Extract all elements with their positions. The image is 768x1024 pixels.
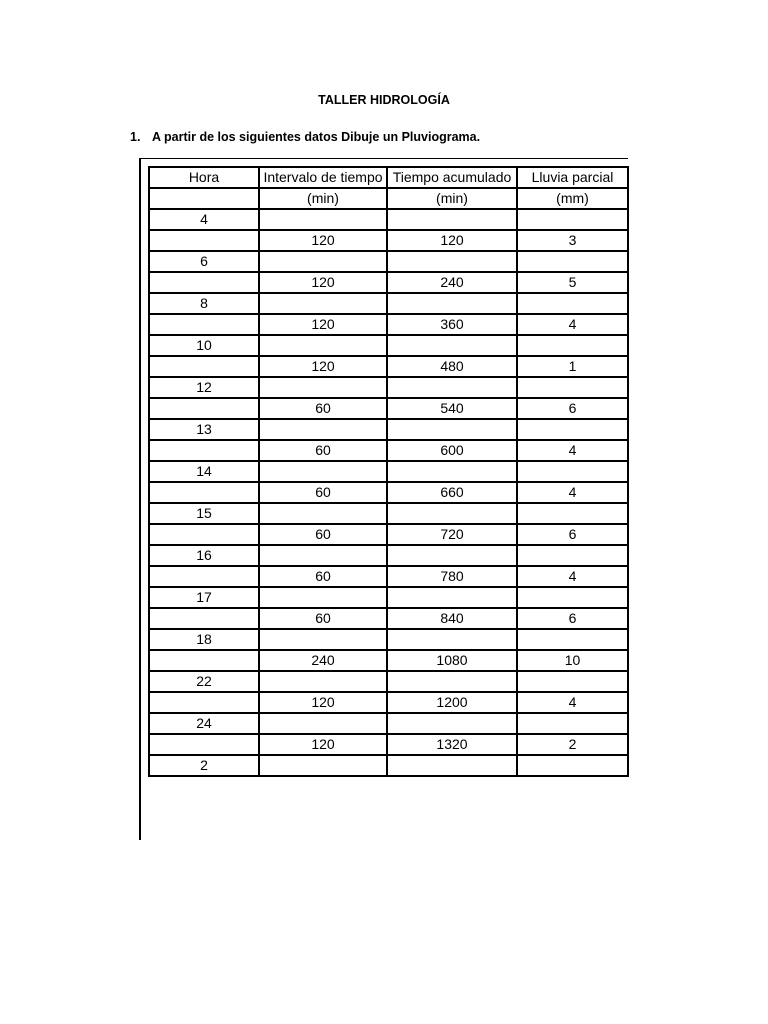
cell-tiempo-acumulado: 1320	[387, 734, 517, 755]
cell-hora: 8	[149, 293, 259, 314]
table-row	[149, 587, 628, 608]
cell-intervalo: 60	[259, 524, 387, 545]
cell-tiempo-acumulado	[387, 503, 517, 524]
cell-lluvia-parcial	[517, 251, 628, 272]
cell-lluvia-parcial	[517, 335, 628, 356]
cell-tiempo-acumulado: 780	[387, 566, 517, 587]
table-row	[149, 209, 628, 230]
cell-tiempo-acumulado: 240	[387, 272, 517, 293]
cell-lluvia-parcial	[517, 587, 628, 608]
table-row	[149, 692, 628, 713]
table-row	[149, 629, 628, 650]
table-header-row	[149, 167, 628, 188]
cell-intervalo	[259, 545, 387, 566]
cell-lluvia-parcial: 4	[517, 566, 628, 587]
cell-hora: 2	[149, 755, 259, 776]
table-row	[149, 671, 628, 692]
cell-tiempo-acumulado: 600	[387, 440, 517, 461]
header-hora: Hora	[149, 167, 259, 188]
cell-hora	[149, 482, 259, 503]
cell-intervalo	[259, 755, 387, 776]
cell-lluvia-parcial: 4	[517, 692, 628, 713]
cell-intervalo	[259, 335, 387, 356]
table-units-row	[149, 188, 628, 209]
cell-intervalo	[259, 377, 387, 398]
cell-tiempo-acumulado	[387, 293, 517, 314]
cell-tiempo-acumulado	[387, 419, 517, 440]
header-lluvia-parcial: Lluvia parcial	[517, 167, 628, 188]
cell-lluvia-parcial	[517, 461, 628, 482]
cell-tiempo-acumulado: 480	[387, 356, 517, 377]
table-row	[149, 482, 628, 503]
cell-intervalo	[259, 293, 387, 314]
cell-lluvia-parcial: 6	[517, 398, 628, 419]
document-title: TALLER HIDROLOGÍA	[318, 93, 450, 107]
cell-lluvia-parcial	[517, 377, 628, 398]
cell-intervalo	[259, 461, 387, 482]
cell-lluvia-parcial: 2	[517, 734, 628, 755]
table-row	[149, 545, 628, 566]
cell-intervalo: 60	[259, 440, 387, 461]
cell-tiempo-acumulado: 660	[387, 482, 517, 503]
cell-hora	[149, 440, 259, 461]
cell-tiempo-acumulado: 1080	[387, 650, 517, 671]
cell-intervalo: 120	[259, 230, 387, 251]
cell-intervalo: 120	[259, 734, 387, 755]
cell-hora: 6	[149, 251, 259, 272]
table-row	[149, 713, 628, 734]
cell-lluvia-parcial: 6	[517, 524, 628, 545]
cell-hora	[149, 398, 259, 419]
table-row	[149, 650, 628, 671]
table-row	[149, 251, 628, 272]
header-tiempo-acumulado: Tiempo acumulado	[387, 167, 517, 188]
cell-hora	[149, 230, 259, 251]
cell-hora: 16	[149, 545, 259, 566]
table-row	[149, 461, 628, 482]
cell-lluvia-parcial	[517, 293, 628, 314]
cell-lluvia-parcial	[517, 503, 628, 524]
cell-tiempo-acumulado	[387, 251, 517, 272]
unit-tiempo-acumulado: (min)	[387, 188, 517, 209]
unit-intervalo: (min)	[259, 188, 387, 209]
cell-lluvia-parcial	[517, 755, 628, 776]
cell-tiempo-acumulado: 1200	[387, 692, 517, 713]
cell-intervalo: 120	[259, 692, 387, 713]
cell-tiempo-acumulado: 120	[387, 230, 517, 251]
cell-intervalo: 240	[259, 650, 387, 671]
cell-tiempo-acumulado: 840	[387, 608, 517, 629]
cell-lluvia-parcial: 1	[517, 356, 628, 377]
cell-hora	[149, 650, 259, 671]
cell-hora	[149, 314, 259, 335]
table-row	[149, 293, 628, 314]
cell-hora: 15	[149, 503, 259, 524]
cell-intervalo	[259, 629, 387, 650]
cell-hora: 17	[149, 587, 259, 608]
table-row	[149, 566, 628, 587]
table-row	[149, 356, 628, 377]
cell-intervalo	[259, 209, 387, 230]
cell-tiempo-acumulado	[387, 377, 517, 398]
cell-lluvia-parcial: 5	[517, 272, 628, 293]
cell-intervalo	[259, 251, 387, 272]
cell-hora	[149, 692, 259, 713]
cell-lluvia-parcial: 4	[517, 314, 628, 335]
cell-hora: 10	[149, 335, 259, 356]
cell-intervalo: 60	[259, 566, 387, 587]
cell-hora: 14	[149, 461, 259, 482]
unit-lluvia-parcial: (mm)	[517, 188, 628, 209]
table-row	[149, 314, 628, 335]
cell-lluvia-parcial	[517, 545, 628, 566]
cell-lluvia-parcial	[517, 209, 628, 230]
cell-hora	[149, 734, 259, 755]
cell-tiempo-acumulado	[387, 209, 517, 230]
cell-hora: 13	[149, 419, 259, 440]
cell-intervalo: 60	[259, 398, 387, 419]
table-row	[149, 503, 628, 524]
cell-tiempo-acumulado: 540	[387, 398, 517, 419]
cell-intervalo: 120	[259, 356, 387, 377]
table-row	[149, 419, 628, 440]
cell-intervalo: 60	[259, 482, 387, 503]
table-row	[149, 524, 628, 545]
table-row	[149, 608, 628, 629]
cell-intervalo	[259, 419, 387, 440]
cell-intervalo	[259, 713, 387, 734]
cell-intervalo	[259, 587, 387, 608]
cell-tiempo-acumulado	[387, 335, 517, 356]
cell-lluvia-parcial	[517, 671, 628, 692]
cell-hora: 12	[149, 377, 259, 398]
cell-tiempo-acumulado: 720	[387, 524, 517, 545]
cell-hora	[149, 524, 259, 545]
cell-hora	[149, 566, 259, 587]
cell-hora: 22	[149, 671, 259, 692]
cell-lluvia-parcial	[517, 419, 628, 440]
cell-hora: 18	[149, 629, 259, 650]
cell-tiempo-acumulado: 360	[387, 314, 517, 335]
cell-intervalo: 120	[259, 272, 387, 293]
table-row	[149, 398, 628, 419]
table-row	[149, 230, 628, 251]
table-row	[149, 377, 628, 398]
cell-lluvia-parcial: 4	[517, 482, 628, 503]
cell-tiempo-acumulado	[387, 545, 517, 566]
question-number: 1.	[130, 130, 141, 144]
cell-lluvia-parcial: 6	[517, 608, 628, 629]
cell-lluvia-parcial: 4	[517, 440, 628, 461]
cell-hora	[149, 608, 259, 629]
cell-tiempo-acumulado	[387, 461, 517, 482]
cell-hora	[149, 356, 259, 377]
table-row	[149, 755, 628, 776]
question-1	[130, 130, 480, 144]
cell-tiempo-acumulado	[387, 713, 517, 734]
cell-intervalo	[259, 503, 387, 524]
rainfall-table	[148, 166, 629, 777]
cell-lluvia-parcial	[517, 713, 628, 734]
cell-intervalo	[259, 671, 387, 692]
table-row	[149, 440, 628, 461]
table-row	[149, 272, 628, 293]
cell-intervalo: 60	[259, 608, 387, 629]
cell-tiempo-acumulado	[387, 629, 517, 650]
cell-tiempo-acumulado	[387, 671, 517, 692]
header-intervalo: Intervalo de tiempo	[259, 167, 387, 188]
cell-tiempo-acumulado	[387, 587, 517, 608]
cell-tiempo-acumulado	[387, 755, 517, 776]
cell-hora: 4	[149, 209, 259, 230]
cell-lluvia-parcial: 10	[517, 650, 628, 671]
table-row	[149, 335, 628, 356]
unit-hora	[149, 188, 259, 209]
table-row	[149, 734, 628, 755]
cell-hora	[149, 272, 259, 293]
cell-hora: 24	[149, 713, 259, 734]
cell-lluvia-parcial: 3	[517, 230, 628, 251]
question-text: A partir de los siguientes datos Dibuje un Pluviograma.	[152, 130, 481, 144]
cell-intervalo: 120	[259, 314, 387, 335]
cell-lluvia-parcial	[517, 629, 628, 650]
